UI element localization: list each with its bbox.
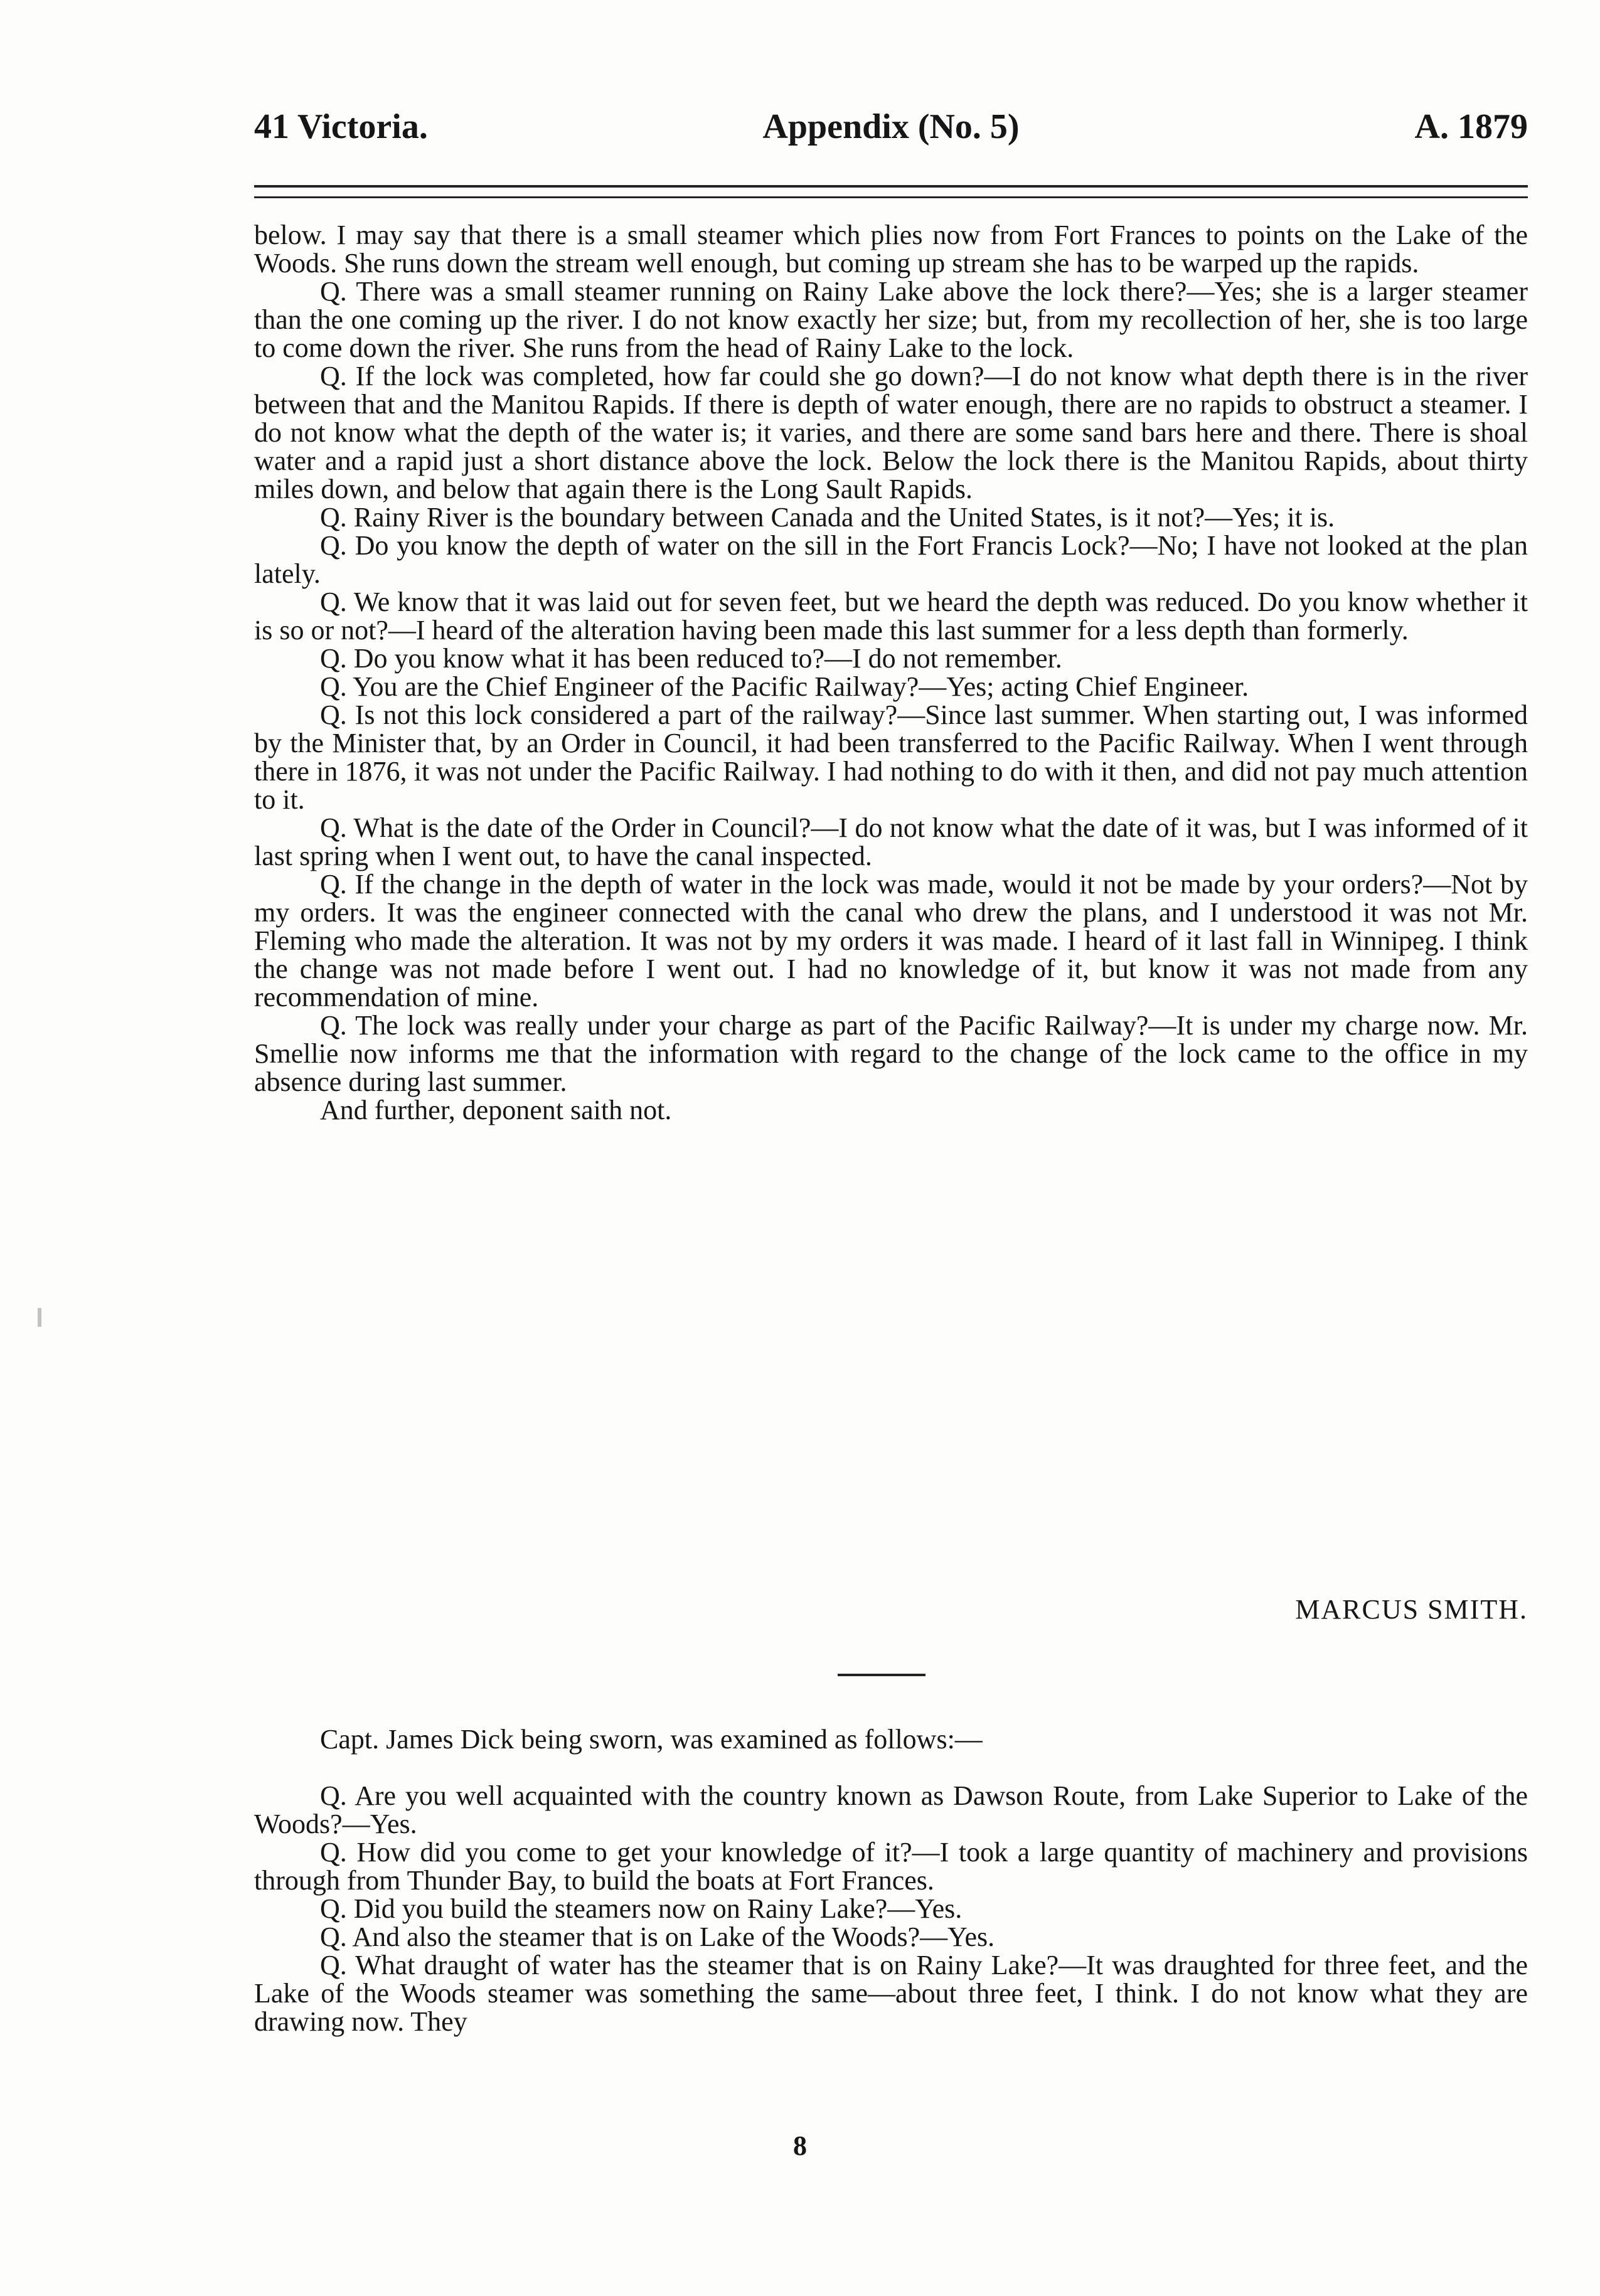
closing-line: And further, deponent saith not.	[320, 1095, 672, 1125]
signature: MARCUS SMITH.	[1295, 1594, 1528, 1625]
section-divider	[838, 1674, 925, 1676]
question-paragraph: Q. How did you come to get your knowledge of it?—I took a large quantity of machinery and provisions through from Thunder Bay, to build the boats at Fort Frances.	[254, 1837, 1528, 1896]
question-paragraph: Q. There was a small steamer running on Rainy Lake above the lock there?—Yes; she is a larger steamer than the one coming up the river. I do not know exactly her size; but, from my recollection of her, she is too large to come down the river. She runs from the head of Rainy Lake to the lock.	[254, 276, 1528, 363]
question-paragraph: Q. Is not this lock considered a part of the railway?—Since last summer. When starting out, I was informed by the Minister that, by an Order in Council, it had been transferred to the Pacific Railway. When I went through there in 1876, it was not under the Pacific Railway. I had nothing to do with it then, and did not pay much attention to it.	[254, 699, 1528, 815]
margin-mark	[38, 1308, 41, 1327]
header-session: 41 Victoria.	[254, 107, 428, 146]
header-year: A. 1879	[1414, 107, 1528, 146]
testimony-body	[254, 221, 1528, 1124]
question-paragraph: Q. Are you well acquainted with the country known as Dawson Route, from Lake Superior to Lake of the Woods?—Yes.	[254, 1780, 1528, 1839]
question-paragraph: Q. You are the Chief Engineer of the Pacific Railway?—Yes; acting Chief Engineer.	[320, 671, 1249, 702]
question-paragraph: Q. Did you build the steamers now on Rainy Lake?—Yes.	[320, 1893, 963, 1924]
second-testimony-body	[254, 1725, 1528, 2036]
witness-intro: Capt. James Dick being sworn, was examined as follows:—	[320, 1724, 983, 1755]
question-paragraph: Q. We know that it was laid out for seven feet, but we heard the depth was reduced. Do you know whether it is so or not?—I heard of the alteration having been made this last summer for a less depth than formerly.	[254, 587, 1528, 646]
question-paragraph: Q. And also the steamer that is on Lake of the Woods?—Yes.	[320, 1921, 995, 1952]
header-appendix: Appendix (No. 5)	[762, 107, 1020, 146]
page-number: 8	[793, 2130, 807, 2161]
question-paragraph: Q. Rainy River is the boundary between Canada and the United States, is it not?—Yes; it is.	[320, 502, 1335, 533]
question-paragraph: Q. Do you know what it has been reduced to?—I do not remember.	[320, 643, 1062, 674]
question-paragraph: Q. What is the date of the Order in Council?—I do not know what the date of it was, but I was informed of it last spring when I went out, to have the canal inspected.	[254, 812, 1528, 871]
question-paragraph: Q. What draught of water has the steamer that is on Rainy Lake?—It was draughted for three feet, and the Lake of the Woods steamer was something the same—about three feet, I think. I do not know what they are drawing now. They	[254, 1950, 1528, 2037]
question-paragraph: Q. Do you know the depth of water on the sill in the Fort Francis Lock?—No; I have not looked at the plan lately.	[254, 530, 1528, 589]
question-paragraph: Q. If the change in the depth of water in the lock was made, would it not be made by your orders?—Not by my orders. It was the engineer connected with the canal who drew the plans, and I understood it was not Mr. Fleming who made the alteration. It was not by my orders it was made. I heard of it last fall in Winnipeg. I think the change was not made before I went out. I had no knowledge of it, but know it was not made from any recommendation of mine.	[254, 869, 1528, 1012]
page-header	[254, 94, 1528, 157]
question-paragraph: Q. The lock was really under your charge as part of the Pacific Railway?—It is under my charge now. Mr. Smellie now informs me that the information with regard to the change of the lock came to the office in my absence during last summer.	[254, 1010, 1528, 1097]
header-double-rule	[254, 185, 1528, 198]
paragraph-continuation: below. I may say that there is a small steamer which plies now from Fort Frances to points on the Lake of the Woods. She runs down the stream well enough, but coming up stream she has to be warped up the rapids.	[254, 220, 1528, 279]
question-paragraph: Q. If the lock was completed, how far could she go down?—I do not know what depth there is in the river between that and the Manitou Rapids. If there is depth of water enough, there are no rapids to obstruct a steamer. I do not know what the depth of the water is; it varies, and there are some sand bars here and there. There is shoal water and a rapid just a short distance above the lock. Below the lock there is the Manitou Rapids, about thirty miles down, and below that again there is the Long Sault Rapids.	[254, 361, 1528, 504]
